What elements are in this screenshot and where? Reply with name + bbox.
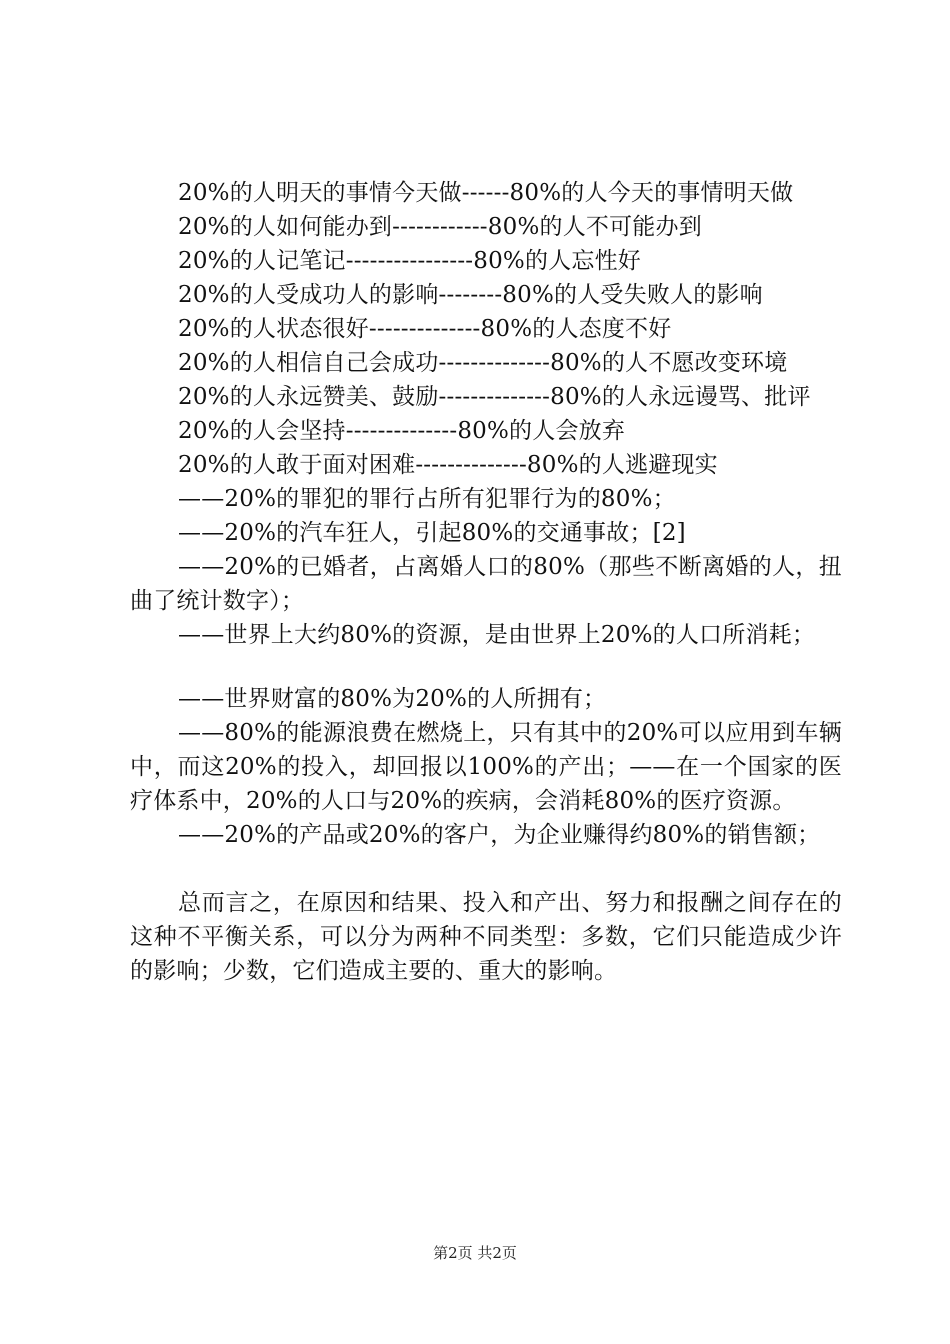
paragraph: 20%的人明天的事情今天做------80%的人今天的事情明天做 (178, 180, 794, 206)
paragraph: 20%的人记笔记----------------80%的人忘性好 (178, 248, 641, 274)
paragraph: ——20%的罪犯的罪行占所有犯罪行为的80%； (178, 486, 676, 512)
paragraph-spacer (130, 852, 842, 886)
paragraph: 20%的人会坚持--------------80%的人会放弃 (178, 418, 626, 444)
paragraph: 20%的人相信自己会成功--------------80%的人不愿改变环境 (178, 350, 788, 376)
summary-paragraph: 总而言之，在原因和结果、投入和产出、努力和报酬之间存在的这种不平衡关系，可以分为两种不同类型：多数，它们只能造成少许的影响；少数，它们造成主要的、重大的影响。 (130, 890, 842, 984)
paragraph: ——80%的能源浪费在燃烧上，只有其中的20%可以应用到车辆中，而这20%的投入，却回报以100%的产出；——在一个国家的医疗体系中，20%的人口与20%的疾病，会消耗80%的医疗资源。 (130, 720, 842, 814)
paragraph: 20%的人受成功人的影响--------80%的人受失败人的影响 (178, 282, 763, 308)
page-footer (0, 1243, 950, 1263)
paragraph: ——20%的汽车狂人，引起80%的交通事故；[2] (178, 520, 686, 546)
paragraph: ——20%的已婚者，占离婚人口的80%（那些不断离婚的人，扭曲了统计数字）； (130, 554, 842, 614)
paragraph: ——世界上大约80%的资源，是由世界上20%的人口所消耗； (178, 622, 816, 648)
document-body (130, 176, 842, 988)
paragraph: 20%的人如何能办到------------80%的人不可能办到 (178, 214, 702, 240)
paragraph: 20%的人永远赞美、鼓励--------------80%的人永远谩骂、批评 (178, 384, 811, 410)
paragraph: 20%的人状态很好--------------80%的人态度不好 (178, 316, 672, 342)
paragraph: ——世界财富的80%为20%的人所拥有； (178, 686, 607, 712)
paragraph-spacer (130, 652, 842, 682)
paragraph: 20%的人敢于面对困难--------------80%的人逃避现实 (178, 452, 718, 478)
page-number-label: 第2页 共2页 (433, 1244, 517, 1262)
paragraph: ——20%的产品或20%的客户，为企业赚得约80%的销售额； (178, 822, 821, 848)
